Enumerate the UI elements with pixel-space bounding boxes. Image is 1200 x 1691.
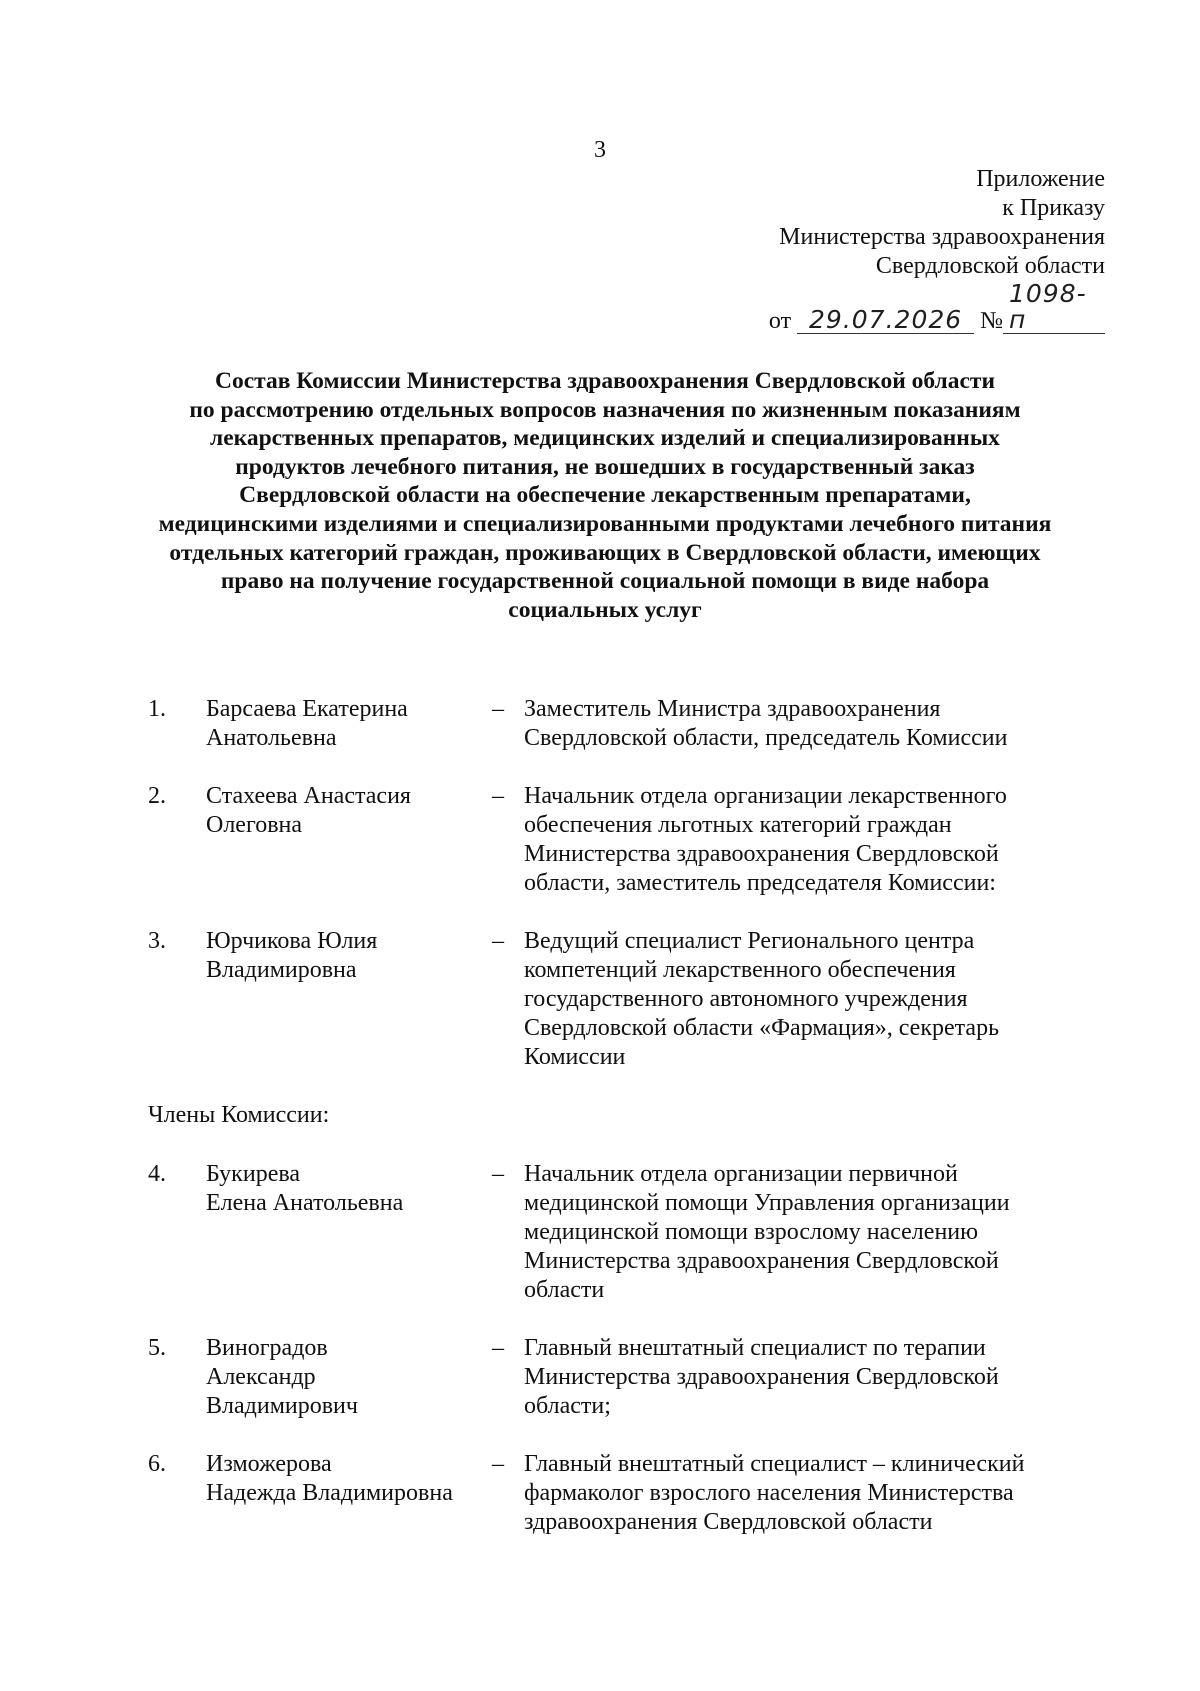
list-item — [148, 1160, 1098, 1305]
handwritten-order-number: 1098-п — [1003, 281, 1105, 334]
dash-separator: – — [492, 696, 504, 722]
date-prefix: от — [768, 308, 792, 334]
item-number: 4. — [148, 1161, 166, 1187]
members-section-label: Члены Комиссии: — [148, 1102, 330, 1128]
dash-separator: – — [492, 1335, 504, 1361]
list-item — [148, 1334, 1098, 1421]
item-number: 3. — [148, 928, 166, 954]
title-line: продуктов лечебного питания, не вошедших в государственный заказ — [235, 453, 975, 480]
list-item — [148, 782, 1098, 898]
item-number: 5. — [148, 1335, 166, 1361]
list-item — [148, 695, 1098, 753]
approval-line-1: Приложение — [976, 166, 1105, 192]
title-line: право на получение государственной социальной помощи в виде набора — [220, 568, 990, 595]
approval-line-4: Свердловской области — [875, 253, 1105, 279]
member-role: Главный внештатный специалист – клинический фармаколог взрослого населения Министерства здравоохранения Свердловской области — [524, 1451, 1025, 1535]
item-number: 1. — [148, 696, 166, 722]
approval-line-2: к Приказу — [1002, 195, 1105, 221]
page-number: 3 — [594, 137, 606, 163]
approval-line-3: Министерства здравоохранения — [779, 224, 1105, 250]
member-name: Барсаева Екатерина Анатольевна — [206, 696, 408, 751]
number-prefix: № — [980, 308, 1003, 334]
dash-separator: – — [492, 1161, 504, 1187]
title-line: Состав Комиссии Министерства здравоохранения Свердловской области — [214, 368, 996, 394]
approval-block — [769, 165, 1105, 336]
dash-separator: – — [492, 928, 504, 954]
commission-list — [148, 695, 1098, 1566]
title-line: отдельных категорий граждан, проживающих в Свердловской области, имеющих — [169, 539, 1041, 566]
order-date-number-line — [769, 281, 1105, 336]
member-name: Юрчикова Юлия Владимировна — [206, 928, 378, 983]
dash-separator: – — [492, 783, 504, 809]
member-name: Виноградов Александр Владимирович — [206, 1335, 358, 1419]
item-number: 6. — [148, 1451, 166, 1477]
title-line: Свердловской области на обеспечение лекарственным препаратами, — [239, 482, 971, 509]
title-line: социальных услуг — [508, 596, 702, 623]
list-item — [148, 1450, 1098, 1537]
member-role: Начальник отдела организации первичной медицинской помощи Управления организации медицинской помощи взрослому населению Министерства здравоохранения Свердловской области — [524, 1161, 1010, 1303]
member-role: Главный внештатный специалист по терапии Министерства здравоохранения Свердловской области; — [524, 1335, 999, 1419]
member-name: Стахеева Анастасия Олеговна — [206, 783, 411, 838]
member-role: Заместитель Министра здравоохранения Свердловской области, председатель Комиссии — [524, 696, 1008, 751]
list-item — [148, 927, 1098, 1072]
dash-separator: – — [492, 1451, 504, 1477]
member-name: Изможерова Надежда Владимировна — [206, 1451, 453, 1506]
title-line: по рассмотрению отдельных вопросов назначения по жизненным показаниям — [189, 396, 1021, 423]
document-title — [130, 367, 1080, 624]
item-number: 2. — [148, 783, 166, 809]
member-role: Начальник отдела организации лекарственного обеспечения льготных категорий граждан Министерства здравоохранения Свердловской области, заместитель председателя Комиссии: — [524, 783, 1007, 896]
member-name: Букирева Елена Анатольевна — [206, 1161, 404, 1216]
title-line: медицинскими изделиями и специализированными продуктами лечебного питания — [158, 510, 1052, 537]
handwritten-date: 29.07.2026 — [797, 307, 974, 334]
member-role: Ведущий специалист Регионального центра компетенций лекарственного обеспечения государственного автономного учреждения Свердловской области «Фармация», секретарь Комиссии — [524, 928, 1000, 1070]
title-line: лекарственных препаратов, медицинских изделий и специализированных — [210, 425, 1000, 452]
